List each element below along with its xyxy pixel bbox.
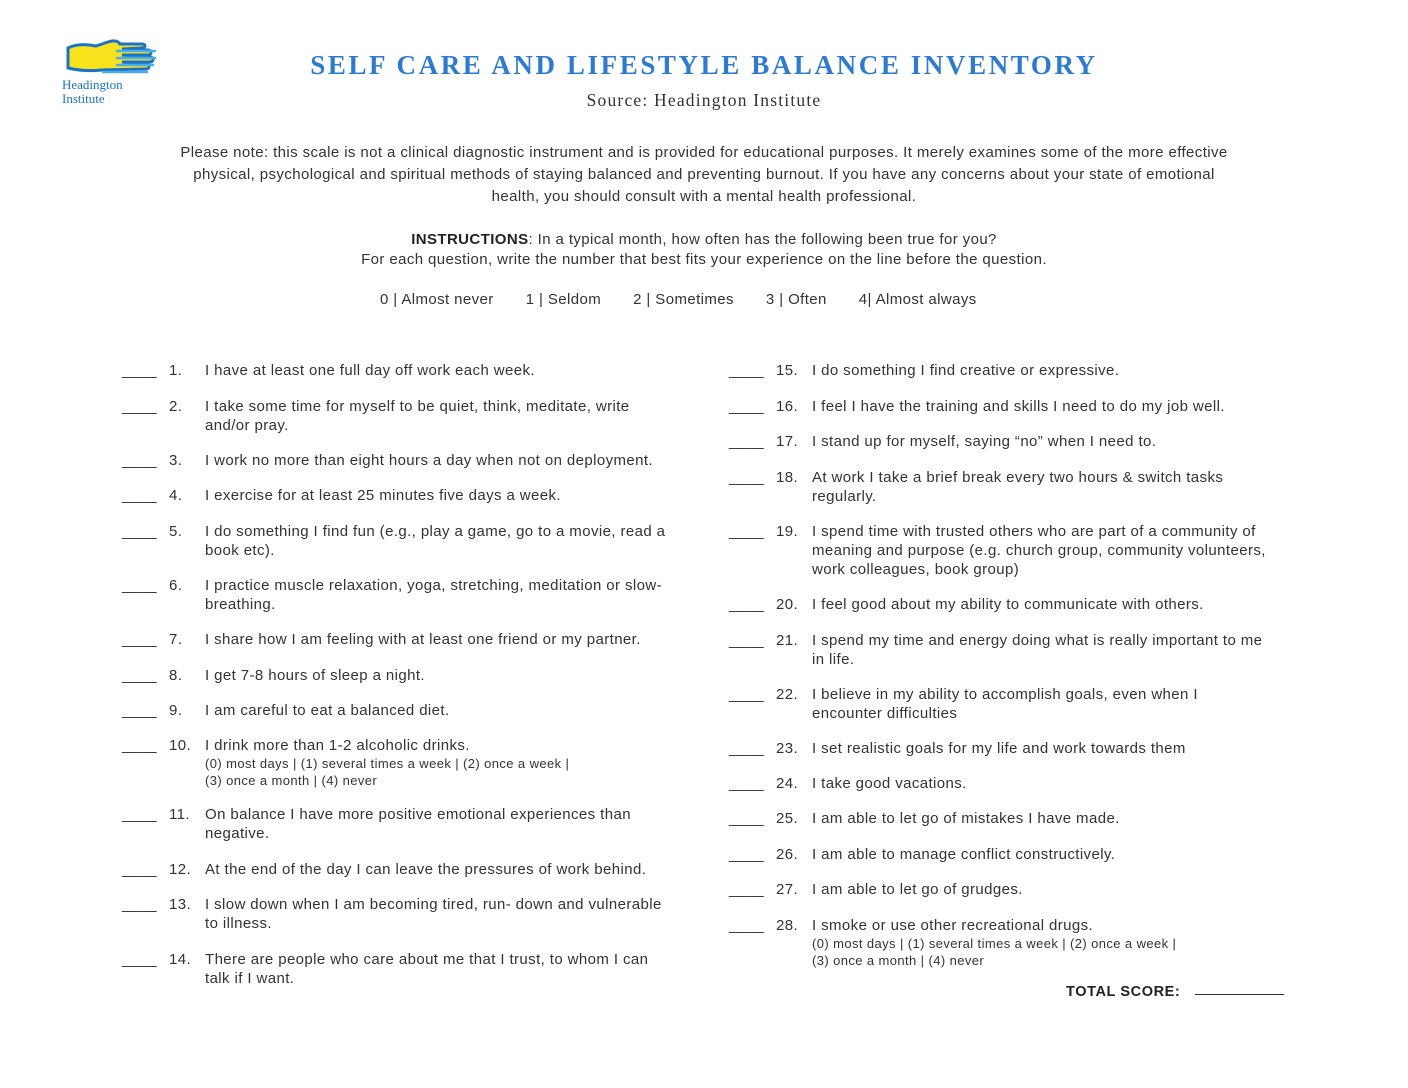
question-item (122, 361, 712, 380)
logo-line1: Headington (62, 77, 123, 92)
answer-blank[interactable]: ____ (122, 577, 157, 594)
question-item (729, 809, 1319, 828)
question-text: At the end of the day I can leave the pressures of work behind. (205, 861, 647, 878)
answer-blank[interactable]: ____ (122, 702, 157, 719)
question-text: At work I take a brief break every two hours & switch tasks (812, 469, 1224, 486)
question-item (729, 432, 1319, 451)
question-text: There are people who care about me that I trust, to whom I can (205, 951, 649, 968)
scale-option-3: 3 | Often (765, 291, 827, 308)
question-text: in life. (812, 651, 855, 668)
question-text: I slow down when I am becoming tired, run- down and vulnerable (205, 896, 662, 913)
question-item (122, 486, 712, 505)
question-number: 16. (776, 398, 799, 415)
answer-blank[interactable]: ____ (729, 523, 764, 540)
question-number: 5. (169, 523, 183, 540)
question-text: I am careful to eat a balanced diet. (205, 702, 450, 719)
question-item (729, 685, 1319, 723)
answer-blank[interactable]: ____ (122, 523, 157, 540)
question-text: I drink more than 1-2 alcoholic drinks. (205, 737, 470, 754)
question-options: (3) once a month | (4) never (205, 773, 378, 788)
answer-blank[interactable]: ____ (122, 452, 157, 469)
question-text: I spend my time and energy doing what is really important to me (812, 632, 1263, 649)
answer-blank[interactable]: ____ (122, 398, 157, 415)
question-number: 22. (776, 686, 799, 703)
answer-blank[interactable]: ____ (122, 951, 157, 968)
question-number: 24. (776, 775, 799, 792)
question-item (729, 397, 1319, 416)
question-number: 17. (776, 433, 799, 450)
question-item (729, 916, 1319, 969)
answer-blank[interactable]: ____ (122, 487, 157, 504)
scale-option-1: 1 | Seldom (525, 291, 602, 308)
question-text: work colleagues, book group) (812, 561, 1020, 578)
answer-blank[interactable]: ____ (729, 917, 764, 934)
question-options: (0) most days | (1) several times a week | (2) once a week | (205, 756, 570, 771)
question-number: 21. (776, 632, 799, 649)
question-item (729, 468, 1319, 506)
question-text: I spend time with trusted others who are part of a community of (812, 523, 1256, 540)
question-item (729, 361, 1319, 380)
answer-blank[interactable]: ____ (729, 398, 764, 415)
answer-blank[interactable]: ____ (729, 686, 764, 703)
question-text: talk if I want. (205, 970, 295, 987)
question-text: to illness. (205, 915, 272, 932)
answer-blank[interactable]: ____ (729, 846, 764, 863)
question-number: 4. (169, 487, 183, 504)
logo-line2: Institute (62, 91, 105, 106)
question-text: I take good vacations. (812, 775, 967, 792)
scale-option-2: 2 | Sometimes (633, 291, 734, 308)
question-text: I have at least one full day off work each week. (205, 362, 535, 379)
source-line: Source: Headington Institute (586, 90, 822, 110)
question-item (122, 950, 712, 988)
question-text: encounter difficulties (812, 705, 958, 722)
question-number: 19. (776, 523, 799, 540)
question-text: I stand up for myself, saying “no” when I need to. (812, 433, 1157, 450)
question-text: I do something I find creative or expressive. (812, 362, 1120, 379)
question-item (729, 631, 1319, 669)
question-number: 26. (776, 846, 799, 863)
question-options: (0) most days | (1) several times a week | (2) once a week | (812, 936, 1177, 951)
question-item (122, 451, 712, 470)
question-number: 14. (169, 951, 192, 968)
question-number: 9. (169, 702, 183, 719)
answer-blank[interactable]: ____ (122, 667, 157, 684)
answer-blank[interactable]: ____ (729, 362, 764, 379)
instructions (0, 230, 1408, 270)
question-item (729, 739, 1319, 758)
answer-blank[interactable]: ____ (122, 896, 157, 913)
answer-blank[interactable]: ____ (729, 881, 764, 898)
question-text: and/or pray. (205, 417, 289, 434)
question-number: 1. (169, 362, 183, 379)
question-number: 20. (776, 596, 799, 613)
question-number: 2. (169, 398, 183, 415)
question-number: 11. (169, 806, 190, 823)
question-item (729, 880, 1319, 899)
question-item (122, 522, 712, 560)
page-title: SELF CARE AND LIFESTYLE BALANCE INVENTORY (310, 50, 1098, 80)
note-line-3: health, you should consult with a mental health professional. (491, 188, 917, 205)
question-item (729, 595, 1319, 614)
question-text: book etc). (205, 542, 275, 559)
rating-scale (380, 291, 1009, 308)
question-text: I believe in my ability to accomplish goals, even when I (812, 686, 1198, 703)
total-score-label: TOTAL SCORE: (1066, 984, 1181, 1000)
question-text: regularly. (812, 488, 877, 505)
answer-blank[interactable]: ____ (729, 810, 764, 827)
question-item (122, 895, 712, 933)
answer-blank[interactable]: ____ (122, 737, 157, 754)
question-number: 7. (169, 631, 183, 648)
question-number: 15. (776, 362, 799, 379)
question-text: I exercise for at least 25 minutes five days a week. (205, 487, 561, 504)
instructions-line-2: For each question, write the number that best fits your experience on the line before the question. (361, 251, 1047, 268)
question-text: negative. (205, 825, 270, 842)
answer-blank[interactable]: ____ (729, 775, 764, 792)
question-text: I share how I am feeling with at least one friend or my partner. (205, 631, 641, 648)
question-item (729, 845, 1319, 864)
question-item (729, 522, 1319, 579)
instructions-label: INSTRUCTIONS (411, 231, 529, 248)
question-number: 10. (169, 737, 192, 754)
question-text: meaning and purpose (e.g. church group, community volunteers, (812, 542, 1266, 559)
question-item (122, 666, 712, 685)
question-text: I set realistic goals for my life and work towards them (812, 740, 1186, 757)
question-number: 25. (776, 810, 799, 827)
question-item (122, 397, 712, 435)
answer-blank[interactable]: ____ (729, 433, 764, 450)
question-text: I smoke or use other recreational drugs. (812, 917, 1094, 934)
question-text: I get 7-8 hours of sleep a night. (205, 667, 425, 684)
question-text: I work no more than eight hours a day when not on deployment. (205, 452, 653, 469)
question-text: I take some time for myself to be quiet, think, meditate, write (205, 398, 630, 415)
question-item (729, 774, 1319, 793)
answer-blank[interactable]: ____ (729, 740, 764, 757)
answer-blank[interactable]: ____ (729, 469, 764, 486)
question-text: On balance I have more positive emotional experiences than (205, 806, 631, 823)
scale-option-4: 4| Almost always (858, 291, 977, 308)
question-item (122, 701, 712, 720)
note-line-1: Please note: this scale is not a clinical diagnostic instrument and is provided for educational purposes. It merely examines some of the more effective (180, 144, 1228, 161)
question-text: I am able to let go of grudges. (812, 881, 1023, 898)
answer-blank[interactable]: ____ (122, 806, 157, 823)
question-item (122, 805, 712, 843)
question-number: 3. (169, 452, 183, 469)
question-number: 12. (169, 861, 192, 878)
answer-blank[interactable]: ____ (122, 362, 157, 379)
question-number: 8. (169, 667, 183, 684)
answer-blank[interactable]: ____ (729, 596, 764, 613)
instructions-text: : In a typical month, how often has the following been true for you? (528, 231, 997, 248)
question-item (122, 576, 712, 614)
question-number: 6. (169, 577, 183, 594)
question-text: breathing. (205, 596, 276, 613)
question-text: I practice muscle relaxation, yoga, stretching, meditation or slow- (205, 577, 662, 594)
answer-blank[interactable]: ____ (729, 632, 764, 649)
question-options: (3) once a month | (4) never (812, 953, 985, 968)
question-text: I do something I find fun (e.g., play a game, go to a movie, read a (205, 523, 666, 540)
question-item (122, 630, 712, 649)
question-text: I feel I have the training and skills I need to do my job well. (812, 398, 1225, 415)
question-number: 18. (776, 469, 799, 486)
answer-blank[interactable]: ____ (122, 631, 157, 648)
scale-option-0: 0 | Almost never (380, 291, 494, 308)
question-text: I am able to let go of mistakes I have made. (812, 810, 1120, 827)
total-score-line[interactable] (1195, 994, 1284, 995)
question-text: I feel good about my ability to communicate with others. (812, 596, 1204, 613)
disclaimer-note (130, 142, 1278, 208)
question-number: 23. (776, 740, 799, 757)
question-item (122, 736, 712, 789)
note-line-2: physical, psychological and spiritual methods of staying balanced and preventing burnout. If you have any concerns about your state of emotional (193, 166, 1215, 183)
question-number: 28. (776, 917, 799, 934)
question-text: I am able to manage conflict constructively. (812, 846, 1116, 863)
answer-blank[interactable]: ____ (122, 861, 157, 878)
question-number: 27. (776, 881, 799, 898)
question-item (122, 860, 712, 879)
question-number: 13. (169, 896, 192, 913)
